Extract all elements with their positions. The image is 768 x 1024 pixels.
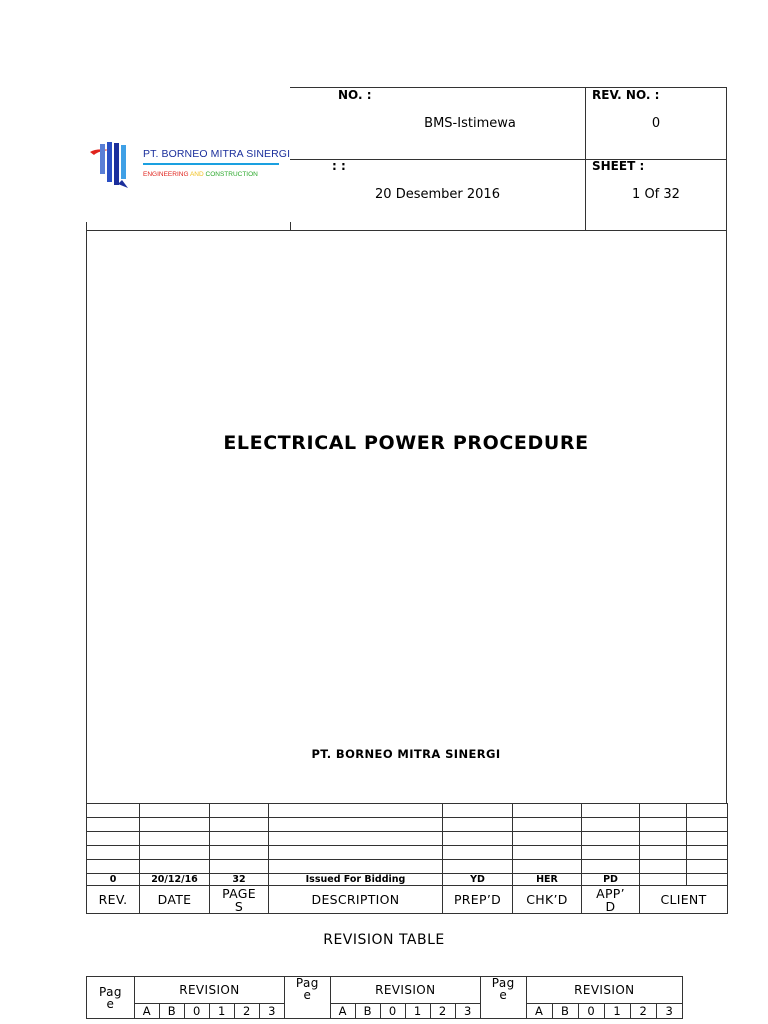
logo-cell-left-tick [86, 222, 87, 230]
col-prepd-header: PREP’D [443, 886, 513, 914]
revision-header-2: REVISION [330, 977, 480, 1004]
table-row [87, 832, 728, 846]
revision-header-1: REVISION [134, 977, 284, 1004]
rev-col-a: A [134, 1004, 159, 1019]
client-cell-a [640, 874, 687, 886]
rev-col-b: B [159, 1004, 184, 1019]
body-left-border [86, 230, 87, 804]
rev-col-3: 3 [455, 1004, 480, 1019]
table-row [87, 860, 728, 874]
col-client-header: CLIENT [640, 886, 728, 914]
page-header-3: Pag e [480, 977, 526, 1019]
revision-header-3: REVISION [526, 977, 682, 1004]
company-logo-icon [88, 140, 136, 190]
table-row [87, 874, 728, 886]
rev-col-1: 1 [209, 1004, 234, 1019]
page-header-1: Pag e [87, 977, 135, 1019]
doc-no-value: BMS-Istimewa [424, 116, 516, 131]
table-header-row [87, 886, 728, 914]
logo-tag-construction: CONSTRUCTION [203, 171, 258, 178]
header-bottom-border [86, 230, 727, 231]
sheet-value: 1 Of 32 [632, 187, 680, 202]
prepd-cell: YD [443, 874, 513, 886]
rev-col-0: 0 [184, 1004, 209, 1019]
rev-col-a: A [526, 1004, 552, 1019]
page-header-2: Pag e [284, 977, 330, 1019]
rev-col-2: 2 [234, 1004, 259, 1019]
chkd-cell: HER [513, 874, 582, 886]
doc-no-label: NO. : [338, 88, 372, 102]
logo-rule [143, 163, 279, 165]
sheet-label: SHEET : [592, 159, 645, 173]
document-title: ELECTRICAL POWER PROCEDURE [223, 432, 589, 454]
header-col-divider [585, 87, 586, 230]
revision-table-title: REVISION TABLE [323, 932, 445, 948]
rev-col-3: 3 [656, 1004, 682, 1019]
rev-no-label: REV. NO. : [592, 88, 660, 102]
rev-col-2: 2 [630, 1004, 656, 1019]
header-right-border [726, 87, 727, 230]
rev-col-3: 3 [259, 1004, 284, 1019]
pages-cell: 32 [210, 874, 269, 886]
col-chkd-header: CHK’D [513, 886, 582, 914]
appd-cell: PD [582, 874, 640, 886]
body-right-border [726, 230, 727, 804]
date-cell: 20/12/16 [140, 874, 210, 886]
table-row [87, 977, 683, 1004]
rev-col-2: 2 [430, 1004, 455, 1019]
company-name: PT. BORNEO MITRA SINERGI [311, 747, 501, 761]
rev-col-0: 0 [380, 1004, 405, 1019]
logo-company-name: PT. BORNEO MITRA SINERGI [143, 148, 291, 160]
rev-cell: 0 [87, 874, 140, 886]
table-row [87, 818, 728, 832]
logo-cell-right-tick [290, 222, 291, 230]
rev-col-b: B [355, 1004, 380, 1019]
logo-tag-engineering: ENGINEERING [143, 171, 190, 178]
col-description-header: DESCRIPTION [269, 886, 443, 914]
rev-col-b: B [552, 1004, 578, 1019]
revision-history-table [86, 803, 728, 914]
rev-col-1: 1 [405, 1004, 430, 1019]
logo-tag-and: AND [189, 171, 204, 178]
table-row [87, 1004, 683, 1019]
logo-tagline [143, 171, 258, 178]
table-row [87, 846, 728, 860]
col-rev-header: REV. [87, 886, 140, 914]
rev-no-value: 0 [651, 116, 661, 131]
rev-col-1: 1 [604, 1004, 630, 1019]
col-appd-header: APP’ D [582, 886, 640, 914]
date-label: : : [332, 159, 346, 173]
rev-col-a: A [330, 1004, 355, 1019]
date-value: 20 Desember 2016 [375, 187, 500, 202]
col-pages-header: PAGE S [210, 886, 269, 914]
header-mid-border [290, 159, 727, 160]
client-cell-b [687, 874, 728, 886]
description-cell: Issued For Bidding [269, 874, 443, 886]
table-row [87, 804, 728, 818]
col-date-header: DATE [140, 886, 210, 914]
rev-col-0: 0 [578, 1004, 604, 1019]
revision-matrix-table [86, 976, 683, 1019]
